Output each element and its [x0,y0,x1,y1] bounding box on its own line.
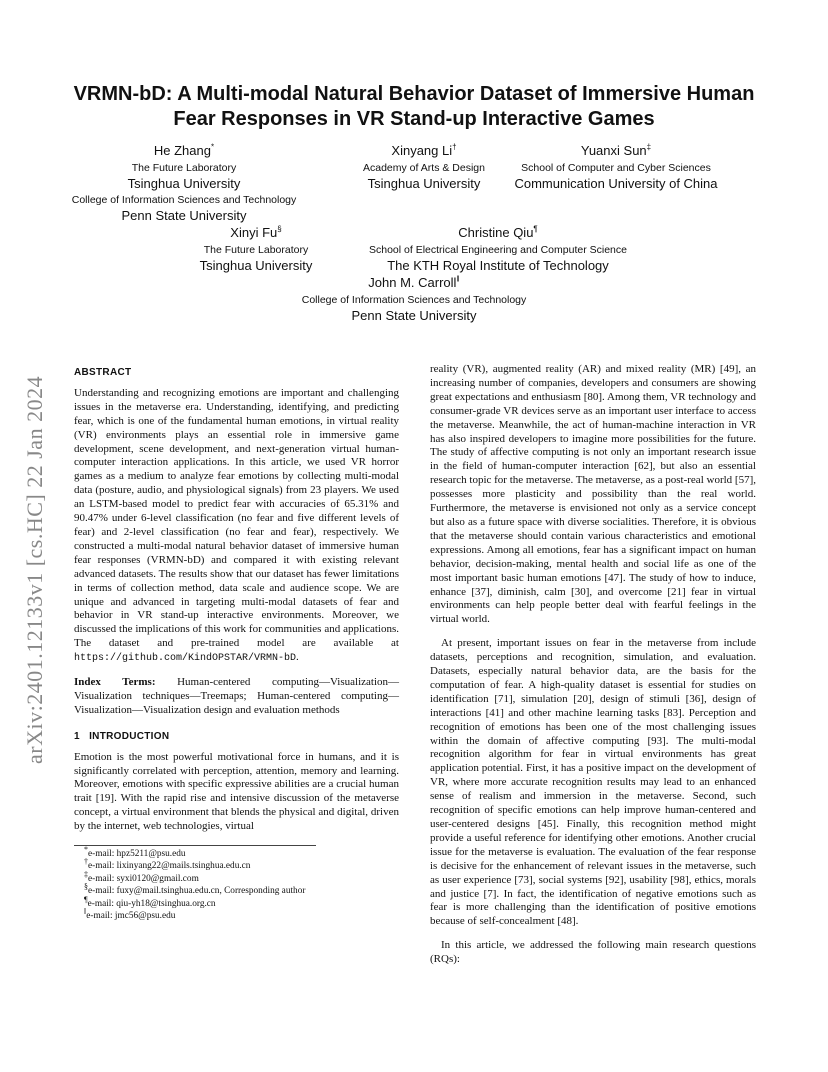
arxiv-identifier: arXiv:2401.12133v1 [cs.HC] 22 Jan 2024 [22,375,47,764]
author-affiliation: The Future Laboratory [131,162,237,174]
abstract-body: Understanding and recognizing emotions are important and challenging issues in the metaverse era. Understanding, identifying, and predicting fear, which is one of the fundamental human emotions, in virtual reality (VR) environments plays an essential role in immersive game development, scene development, and next-generation virtual human-computer interaction applications. In this article, we used VR horror games as a medium to analyze fear emotions by collecting multi-modal data (posture, audio, and physiological signals) from 23 players. We used an LSTM-based model to predict fear with accuracies of 65.31% and 90.47% under 6-level classification (no fear and five different levels of fear) and 2-level classification (no fear and fear), respectively. We constructed a multi-modal natural behavior dataset of immersive human fear responses (VRMN-bD) and compared it with existing relevant advanced datasets. The results show that our dataset has fewer limitations in terms of collection method, data scale and audience scope. We are unique and advanced in targeting multi-modal datasets of fear and behavior in VR stand-up interactive environments. Moreover, we discussed the implications of this work for communities and applications. The dataset and pre-trained model are available at [74,386,399,650]
right-paragraph-1: reality (VR), augmented reality (AR) and mixed reality (MR) [49], an increasing number of companies, developers and consumers are showing great expectations and enthusiasm [80]. Among them, VR technology and consumer-grade VR devices serve as an important user interface to access the metaverse. Meanwhile, the act of human-machine interaction in VR has also inspired developers to imagine more possibilities for the future. The study of affective computing is not only an important research issue in the field of human-computer interaction [62], but also an essential research topic for the metaverse. The metaverse, as a post-real world [57], possesses more plasticity and possibility than the real world. Furthermore, the metaverse is envisioned not only as a service concept but also as a future space with diverse socialities. Therefore, it is obvious that the metaverse should contain various characteristics and emotional expressions. Among all emotions, fear has a significant impact on human behavior, decision-making, mental health and social life as one of the most important basic human emotions [47]. The study of how to induce, enhance [37], diminish, calm [30], and overcome [21] fear in virtual environments can help people better deal with fearful feelings in the virtual world. [430,363,756,626]
author-mark: † [452,142,457,152]
author-xinyi-fu [156,224,356,274]
footnote-text: e-mail: hpz5211@psu.edu [88,849,186,859]
author-name: Yuanxi Sun [580,143,647,158]
right-column [430,363,756,967]
author-name: He Zhang [153,143,211,158]
index-terms-text: Human-centered computing—Visualization—Visualization techniques—Treemaps; Human-centered computing—Visualization—Visualization design and evaluation methods [74,676,399,716]
abstract-heading: ABSTRACT [74,367,132,378]
author-name: John M. Carroll [368,275,457,290]
footnote-item [84,882,384,897]
author-affiliation: School of Electrical Engineering and Computer Science [369,244,627,256]
author-yuanxi-sun [506,142,726,192]
index-terms-label: Index Terms: [74,676,156,689]
author-name: Christine Qiu [458,225,534,240]
footnote-mark: ‡ [84,869,88,879]
author-xinyang-li [334,142,514,192]
author-christine-qiu [340,224,656,274]
author-institution: Penn State University [351,308,477,323]
footnote-item [84,894,384,910]
footnote-item [84,869,384,885]
right-paragraph-2: At present, important issues on fear in the metaverse from include datasets, perceptions and recognition, simulation, and evaluation. Datasets, especially natural behavior data, are the basis for the computation of fear. A high-quality dataset is essential for studies on identification [71], simulation [20], design of stimuli [36], design of interactions [41] and other machine learning tasks [83]. Perception and recognition of emotions has been one of the most challenging issues within the domain of affective computing [93]. The multi-modal recognition algorithm for fear in virtual environments has great application potential. First, it has a positive impact on the development of VR, where more accurate recognition results may lead to an enhanced sense of realism and immersion in the metaverse. Second, such recognition of specific emotions can help improve human-centered and user-centered designs [45]. Finally, this recognition method might provide a useful reference for identifying other emotions. Another crucial issue for the metaverse is evaluation. The evaluation of the fear response is decisive for the enhancement of relevant issues in the metaverse, such as user experience [73], social systems [92], usability [98], ethics, morals and justice [7]. In fact, the identification of negative emotions such as fear is more challenging than the identification of positive emotions because of self-concealment [48]. [430,637,756,928]
author-affiliation-2: College of Information Sciences and Technology [71,194,297,206]
title-line-2: Fear Responses in VR Stand-up Interactive Games [173,108,655,130]
footnote-mark: ‖ [84,906,87,916]
author-institution-2: Penn State University [121,208,247,223]
author-mark: * [210,142,215,152]
author-name: Xinyang Li [391,143,453,158]
abstract-text [74,387,399,666]
author-john-carroll [264,274,564,324]
author-institution: Tsinghua University [199,258,313,273]
footnotes [84,844,384,922]
author-name: Xinyi Fu [230,225,278,240]
author-affiliation: The Future Laboratory [203,244,309,256]
footnote-item [84,844,384,860]
footnote-mark: * [84,844,88,854]
footnote-text: e-mail: fuxy@mail.tsinghua.edu.cn, Corresponding author [88,886,306,897]
footnote-mark: § [84,882,88,892]
author-institution: Communication University of China [514,176,718,191]
footnote-item [84,906,384,922]
author-mark: ¶ [533,224,538,234]
introduction-heading: 1 INTRODUCTION [74,730,170,742]
dataset-url: https://github.com/KindOPSTAR/VRMN-bD [74,653,297,665]
footnote-text: e-mail: qiu-yh18@tsinghua.org.cn [87,898,216,909]
abstract-period: . [296,651,299,664]
index-terms [74,676,399,718]
author-mark: ‡ [646,142,652,152]
footnote-mark: † [84,857,88,867]
author-institution: Tsinghua University [127,176,241,191]
left-column [74,366,399,834]
author-mark: § [277,224,282,234]
author-institution: Tsinghua University [367,176,481,191]
footnote-text: e-mail: jmc56@psu.edu [86,911,176,922]
author-affiliation: College of Information Sciences and Technology [301,294,527,306]
author-institution: The KTH Royal Institute of Technology [387,258,609,273]
footnote-item [84,857,384,872]
intro-paragraph-1: Emotion is the most powerful motivational force in humans, and it is significantly correlated with perception, attention, memory and learning. Moreover, emotions with specific expressive abilities are a crucial human trait [19]. With the rapid rise and intensive discussion of the metaverse concept, a virtual environment that blends the physical and digital, driven by the internet, web technologies, virtual [74,750,399,833]
author-affiliation: School of Computer and Cyber Sciences [521,162,711,174]
footnote-divider [74,845,316,846]
footnote-mark: ¶ [84,894,88,904]
footnote-text: e-mail: syxi0120@gmail.com [88,873,199,884]
right-paragraph-3: In this article, we addressed the following main research questions (RQs): [430,939,756,966]
paper-title [70,82,758,132]
footnote-text: e-mail: lixinyang22@mails.tsinghua.edu.cn [88,861,251,872]
author-mark: ‖ [456,274,460,284]
author-he-zhang [64,142,304,224]
title-line-1: VRMN-bD: A Multi-modal Natural Behavior Dataset of Immersive Human [73,83,755,105]
author-affiliation: Academy of Arts & Design [363,162,485,174]
